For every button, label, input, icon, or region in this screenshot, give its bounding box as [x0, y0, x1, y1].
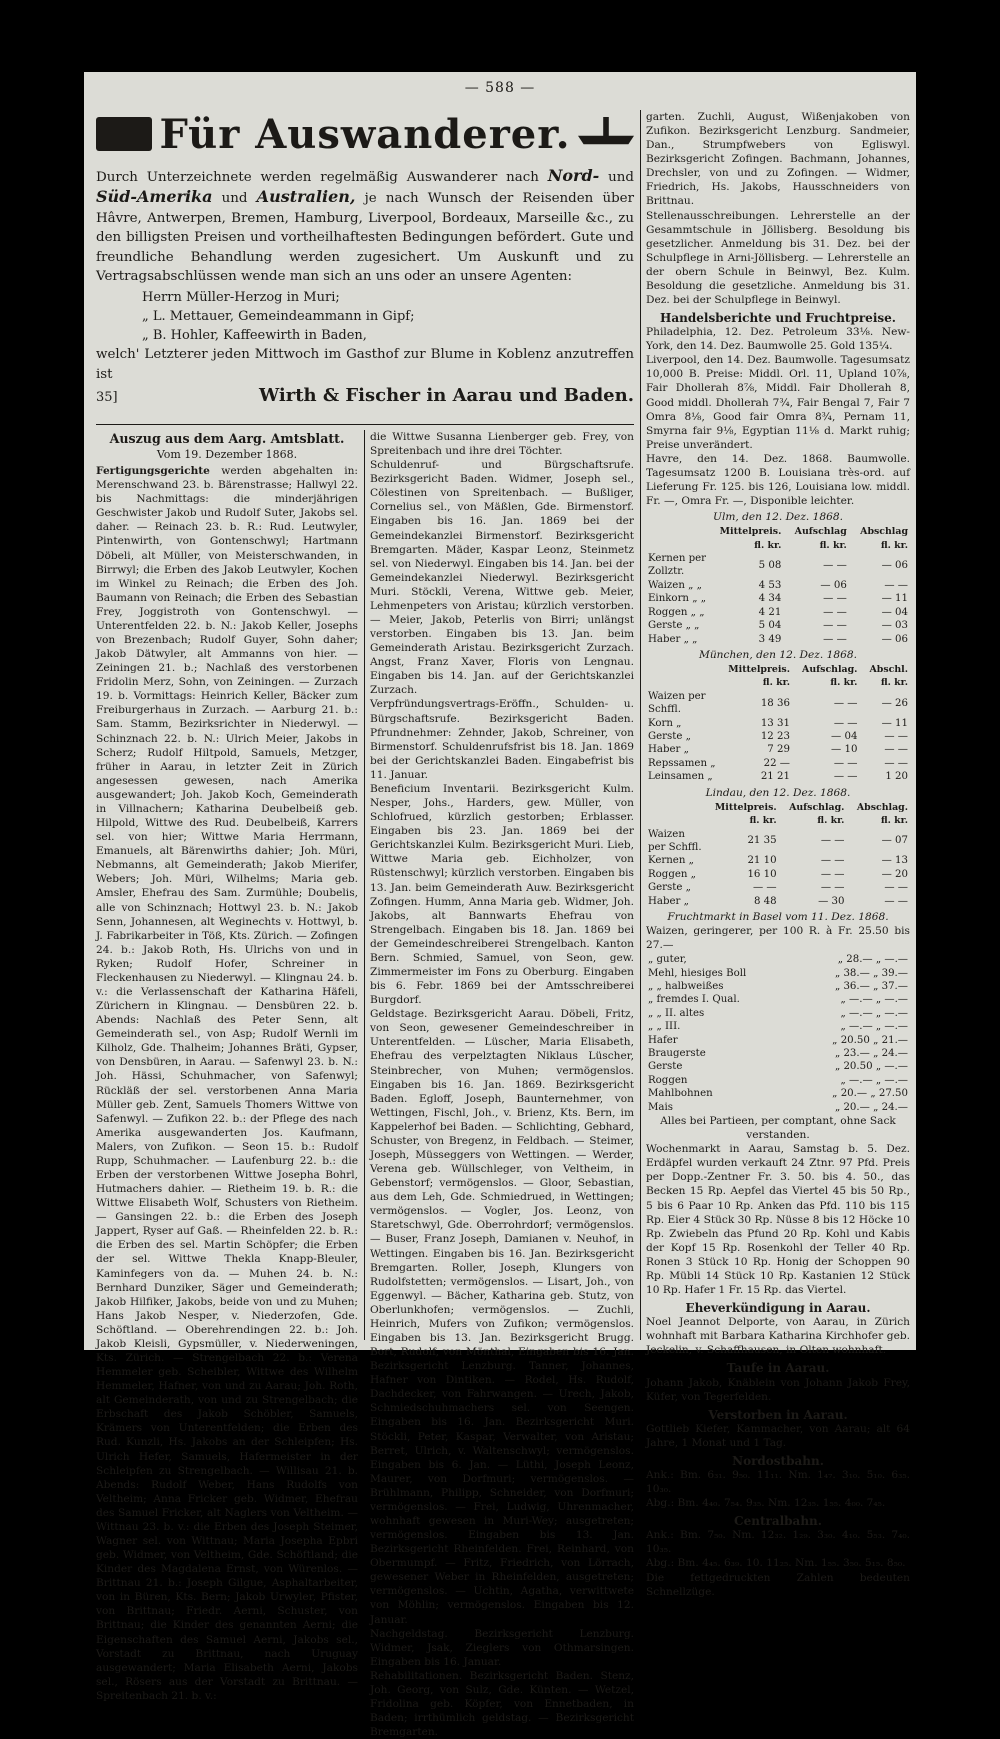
civil-heading: Verstorben in Aarau.	[708, 1407, 848, 1422]
ad-destination: Australien,	[256, 187, 356, 207]
table-cell: Roggen „	[648, 868, 696, 880]
table-cell: 5 08	[758, 559, 782, 571]
emigrant-advertisement	[96, 110, 634, 422]
market-paragraph: Havre, den 14. Dez. 1868. Baumwolle. Tagesumsatz 1200 B. Louisiana très-ord. auf Lieferung Fr. 125. bis 126, Louisiana low. middl. Fr. —, Omra Fr. —, Disponible leichter.	[646, 452, 910, 508]
table-cell: „ 20.— „ 24.—	[834, 1101, 908, 1113]
ad-body	[96, 166, 634, 408]
table-cell: — —	[823, 606, 847, 618]
market-paragraph: Philadelphia, 12. Dez. Petroleum 33⅛. New-York, den 14. Dez. Baumwolle 25. Gold 135¼.	[646, 326, 910, 353]
basel-price-table	[646, 953, 910, 1114]
table-row	[646, 868, 910, 881]
table-cell: — —	[820, 835, 845, 847]
notice-paragraph: Beneficium Inventarii. Bezirksgericht Kulm. Nesper, Johs., Harders, gew. Müller, von Schlofrued, kürzlich gestorben; Erblasser. Eingaben bis 23. Jan. 1869 bei der Gerichtskanzlei Kulm. Bezirksgericht Muri. Lieb, Wittwe Maria geb. Eichholzer, von Rüstenschwyl; kürzlich verstorben. Eingaben bis 13. Jan. beim Gemeinderath Auw. Bezirksgericht Zofingen. Humm, Anna Maria geb. Widmer, Joh. Jakobs, alt Bannwarts Ehefrau von Strengelbach. Eingaben bis 18. Jan. 1869 bei der Gemeindeschreiberei Strengelbach. Kanton Bern. Schmied, Samuel, von Seon, gew. Zimmermeister im Fons zu Oberburg. Eingaben bis 6. Febr. 1869 bei der Amtsschreiberei Burgdorf.	[370, 782, 634, 1007]
table-header-cell: Aufschlag fl. kr.	[794, 526, 847, 551]
basel-note: Alles bei Partieen, per comptant, ohne Sack verstanden.	[660, 1115, 896, 1142]
table-cell: — 10	[831, 744, 858, 756]
table-cell: 21 10	[747, 855, 777, 867]
timetable-line: Ank.: Bm. 7₅₀. Nm. 12₃₂. 1₂₉. 3₃₀. 4₁₀. 5₅₃. 7₄₀. 10₃₅.	[646, 1529, 910, 1556]
aarau-market: Wochenmarkt in Aarau, Samstag b. 5. Dez. Erdäpfel wurden verkauft 24 Ztnr. 97 Pfd. Preis per Dopp.-Zentner Fr. 3. 50. bis 4. 50., das Becken 15 Rp. Aepfel das Viertel 45 bis 50 Rp., 5 bis 6 Paar 10 Rp. Anken das Pfd. 110 bis 115 Rp. Eier 4 Stück 30 Rp. Nüsse 8 bis 12 Höcke 10 Rp. Zwiebeln das Pfund 20 Rp. Kohl und Kabis der Kopf 15 Rp. Rosenkohl der Teller 40 Rp. Ronen 3 Stück 10 Rp. Honig der Schoppen 90 Rp. Mübli 14 Stück 10 Rp. Kastanien 12 Stück 10 Rp. Hafer 1 Fr. 15 Rp. das Viertel.	[646, 1143, 910, 1297]
ad-text-part: und	[212, 191, 257, 207]
table-row	[646, 881, 910, 894]
table-cell: 4 21	[758, 606, 782, 618]
table-cell: 8 48	[753, 895, 777, 907]
table-cell: 5 04	[758, 620, 782, 632]
table-cell: — —	[884, 579, 908, 591]
table-row	[646, 592, 910, 605]
ad-text	[96, 166, 634, 286]
table-cell: — 11	[881, 593, 908, 605]
table-row	[646, 828, 910, 855]
agent-line: „ L. Mettauer, Gemeindeammann in Gipf;	[142, 309, 415, 325]
column-divider	[364, 430, 365, 1340]
table-cell: — —	[820, 882, 845, 894]
table-cell: — —	[823, 633, 847, 645]
table-cell: „ 36.— „ 37.—	[834, 981, 908, 993]
table-row	[646, 606, 910, 619]
timetable-note: Die fettgedruckten Zahlen bedeuten Schnellzüge.	[646, 1571, 910, 1598]
railway-heading: Nordostbahn.	[732, 1453, 824, 1468]
ad-text-part: und	[599, 170, 634, 185]
table-header-cell	[646, 525, 708, 552]
table-cell: 18 36	[760, 697, 790, 709]
table-cell: — 20	[881, 868, 908, 880]
table-row	[646, 717, 910, 730]
table-cell: Gerste „	[648, 731, 691, 743]
table-row	[646, 980, 910, 993]
table-cell: — —	[884, 757, 908, 769]
table-cell: Gerste	[648, 1061, 683, 1073]
table-cell: 13 31	[760, 717, 790, 729]
table-row	[646, 619, 910, 632]
notice-paragraph	[96, 464, 358, 1703]
civil-text: Noel Jeannot Delporte, von Aarau, in Zürich wohnhaft mit Barbara Katharina Kirchhofer geb. Jeckelin, v. Schaffhausen, in Olten wohnhaft.	[646, 1316, 910, 1357]
table-cell: — —	[823, 593, 847, 605]
table-header-cell: Abschlag. fl. kr.	[856, 801, 908, 827]
table-cell: — —	[884, 731, 908, 743]
table-cell: Roggen	[648, 1074, 688, 1086]
table-row	[646, 1007, 910, 1020]
table-cell: 7 29	[767, 744, 790, 756]
table-cell: — —	[833, 771, 858, 783]
table-cell: Korn „	[648, 717, 682, 729]
train-illustration-icon	[96, 117, 152, 151]
notice-paragraph: die Wittwe Susanna Lienberger geb. Frey, von Spreitenbach und ihre drei Töchter.	[370, 431, 634, 458]
table-header-cell: Mittelpreis. fl. kr.	[728, 664, 790, 689]
market-heading: Handelsberichte und Fruchtpreise.	[660, 311, 896, 326]
ad-text-part: je nach Wunsch der Reisenden über Hâvre, Antwerpen, Bremen, Hamburg, Liverpool, Bordeaux, Marseille &c., zu den billigsten Preisen und vortheilhaftesten Bedingungen befördert. Gute und freundliche Behandlung werden zugesichert. Um Auskunft und zu Vertragsabschlüssen wende man sich an uns oder an unsere Agenten:	[96, 191, 634, 285]
table-cell: 12 23	[760, 731, 790, 743]
notice-text: werden abgehalten in: Merenschwand 23. b. Bärenstrasse; Hallwyl 22. bis Nachmittags: die minderjährigen Geschwister Jakob und Rudolf Suter, Jakobs sel. daher. — Reinach 23. b. R.: Rud. Leutwyler, Pintenwirth, von Gontenschwyl; Hartmann Döbeli, alt Müller, von Meisterschwanden, in Birrwyl; die Erben des Jakob Leutwyler, Kochen im Winkel zu Reinach; die Erben des Joh. Baumann von Reinach; die Erben des Sebastian Frey, Joggistroth von Gontenschwyl. — Unterentfelden 22. b. N.: Jakob Keller, Josephs von Brezenbach; Rudolf Guyer, Sohn daher; Jakob Dätwyler, alt Ammanns von hier. — Zeiningen 21. b.; Nachlaß des verstorbenen Fridolin Merz, Sohn, von Zeiningen. — Zurzach 19. b. Vormittags: Heinrich Keller, Bäcker zum Freiburgerhaus in Zurzach. — Aarburg 21. b.: Sam. Stamm, Bezirksrichter in Niederwyl. — Schinznach 22. b. N.: Ulrich Meier, Jakobs in Scherz; Rudolf Hiltpold, Samuels, Metzger, früher in Aarau, in letzter Zeit in Zürich angesessen gewesen, nach Amerika ausgewandert; Joh. Jakob Koch, Gemeinderath in Villnachern; Katharina Deubelbeiß geb. Hilpold, Wittwe des Rud. Deubelbeiß, Karrers sel. von hier; Wittwe Maria Herrmann, Emanuels, alt Bärenwirths dahier; Joh. Müri, Nebmanns, alt Gemeinderath; Jakob Mierifer, Webers; Joh. Müri, Wilhelms; Maria geb. Amsler, Ehefrau des Sam. Zurmühle; Doubelis, alle von Schinznach; Hottwyl 23. b. N.: Jakob Senn, Johannesen, alt Weginechts v. Hottwyl, b. J. Fabrikarbeiter in Töß, Kts. Zürich. — Zofingen 24. b.: Jakob Roth, Hs. Ulrichs von und in Ryken; Rudolf Hofer, Schreiner in Fleckenhausen zu Niederwyl. — Klingnau 24. b. v.: die Verlassenschaft der Katharina Häfeli, Zürichern in Klingnau. — Densbüren 22. b. Abends: Nachlaß des Peter Senn, alt Gemeinderath sel., von Asp; Rudolf Wernli im Kilholz, Gde. Thalheim; Johannes Bräti, Gypser, von Densbüren, in Aarau. — Safenwyl 23. b. N.: Joh. Hässi, Schuhmacher, von Safenwyl; Rückläß der sel. verstorbenen Anna Maria Müller geb. Zent, Samuels Thomers Wittwe von Safenwyl. — Zufikon 22. b.: der Pflege des nach Amerika ausgewanderten Jos. Kaufmann, Malers, von Zufikon. — Seon 15. b.: Rudolf Rupp, Schuhmacher. — Laufenburg 22. b.: die Erben der verstorbenen Wittwe Josepha Bohrl, Hutmachers dahier. — Rietheim 19. b. R.: die Wittwe Elisabeth Wolf, Schusters von Rietheim. — Gansingen 22. b.: die Erben des Joseph Jappert, Ryser auf Gaß. — Rheinfelden 22. b. R.: die Erben des sel. Martin Schöpfer; die Erben der sel. Wittwe Thekla Knapp-Bleuler, Kaminfegers von da. — Muhen 24. b. N.: Bernhard Dunziker, Säger und Gemeinderath; Jakob Hilfiker, Jakobs, beide von und zu Muhen; Hans Jakob Nesper, v. Niederzofen, Gde. Schöftland. — Oberehrendingen 22. b.: Joh. Jakob Kleisli, Gypsmüller, v. Niederweningen, Kts. Zürich. — Strengelbach 22. b.: Verena Hemmeler geb. Scheibler, Wittwe des Wilhelm Hemmeler, Hafner, von und zu Aarau; Joh. Roth, alt Gemeinderath, von und zu Strengelbach; die Erbschaft des Jakob Schöbler, Samuels, Krämers von Unterentfelden; die Erben des Rud. Kunzli, Hs. Jakobs an der Schleipfen; Hs. Ulrich Hefer, Samuels, Hafermeister in der Schleipfen zu Strengelbach. — Willisau 21. b. Abends: Rudolf Weber, Hans Rudolfs von Veltheim; Anna Fricker geb. Widmer, Ehefrau des Samuel Fricker, alt Naglers von Veltheim. — Wittnau 23. b. v.: die Erben des Joseph Steimer, Wagner sel. von Wittnau; Maria Josepha Epbri geb. Widmer, von Veltheim, Gde. Schöftland; die Kinder des Magdalena Ernst, von Würenlos. — Brittnau 21. b.: Joseph Gilgue, Asphaltarbeiter, von in Büren, Kts. Bern; Jakob Urwyler, Pfister, von Brittnau; Friedr. Aerni, Schuster, von Brittnau; die Kinder des genannten Aerni; die Eigenschaften des Samuel Aerni, Jakobs sel., Vorstadt zu Brittnau, nach Uruguay ausgewandert; Maria Elisabeth Aerni, Jakobs sel., Rösers aus der Vorstadt zu Brittnau. — Spreitenbach 21. b. v.:	[96, 465, 358, 1702]
table-cell: 21 21	[760, 771, 790, 783]
table-cell: — 26	[881, 697, 908, 709]
market-paragraph: Liverpool, den 14. Dez. Baumwolle. Tagesumsatz 10,000 B. Preise: Middl. Orl. 11, Upland 10⅞, Fair Dhollerah 8⅞, Middl. Fair Dhollerah 8, Good middl. Dhollerah 7¾, Fair Bengal 7, Fair 7 Omra 8⅛, Good fair Omra 8¾, Pernam 11, Smyrna fair 9⅛, Egyptian 11⅛ d. Markt ruhig; Preise unverändert.	[646, 354, 910, 451]
muenchen-price-table	[646, 663, 910, 784]
table-row	[646, 743, 910, 756]
table-cell: Leinsamen „	[648, 771, 713, 783]
column-divider	[640, 110, 641, 1340]
timetable-line: Abg.: Bm. 4₄₅. 6₃₉. 10. 11₂₅. Nm. 1₅₅. 3₅₀. 5₁₅. 8₅₀.	[646, 1557, 906, 1570]
table-cell: 16 10	[747, 868, 777, 880]
ad-header	[96, 110, 634, 158]
ad-title: Für Auswanderer.	[159, 110, 571, 158]
basel-title: Fruchtmarkt in Basel vom 11. Dez. 1868.	[667, 910, 889, 923]
table-cell: „ guter,	[648, 954, 687, 966]
market-column	[646, 110, 910, 1598]
table-row	[646, 967, 910, 980]
muenchen-title: München, den 12. Dez. 1868.	[699, 648, 857, 661]
civil-heading: Eheverkündigung in Aarau.	[685, 1301, 871, 1316]
table-cell: „ 20.50 „ —.—	[834, 1061, 908, 1073]
table-cell: — —	[833, 757, 858, 769]
table-row	[646, 757, 910, 770]
table-cell: Mais	[648, 1101, 673, 1113]
ad-bottom-rule	[96, 424, 634, 425]
agent-line: Herrn Müller-Herzog in Muri;	[142, 290, 340, 306]
railway-heading: Centralbahn.	[734, 1514, 822, 1529]
notice-paragraph: Nachgeldstag. Bezirksgericht Lenzburg. Widmer, Jsak, Zieglers von Othmarsingen. Eingaben bis 16. Januar.	[370, 1627, 634, 1668]
notice-paragraph: Stellenausschreibungen. Lehrerstelle an der Gesammtschule in Jöllisberg. Besoldung bis gesetzlicher. Anmeldung bis 31. Dez. bei der Schulpflege in Arni-Jöllisberg. — Lehrerstelle an der obern Schule in Beinwyl, Bez. Kulm. Besoldung die gesetzliche. Anmeldung bis 31. Dez. bei der Schulpflege in Beinwyl.	[646, 209, 910, 307]
table-cell: Kernen „	[648, 855, 694, 867]
table-header-cell	[646, 801, 704, 828]
table-cell: „ —.— „ —.—	[840, 1007, 908, 1019]
table-cell: — 13	[881, 855, 908, 867]
table-cell: „ fremdes I. Qual.	[648, 994, 740, 1006]
table-cell: Waizen per Schffl.	[648, 828, 702, 853]
table-cell: Waizen „ „	[648, 579, 702, 591]
table-cell: Haber „	[648, 895, 689, 907]
table-cell: — 06	[820, 579, 847, 591]
table-cell: 4 34	[758, 593, 782, 605]
table-row	[646, 1074, 910, 1087]
table-row	[646, 730, 910, 743]
table-cell: Mehl, hiesiges Boll	[648, 967, 747, 979]
table-cell: — —	[884, 882, 908, 894]
column-heading: Auszug aus dem Aarg. Amtsblatt.	[109, 431, 345, 446]
table-cell: — —	[823, 559, 847, 571]
notice-paragraph: garten. Zuchli, August, Wißenjakoben von Zufikon. Bezirksgericht Lenzburg. Sandmeier, Dan., Strumpfwebers von Egliswyl. Bezirksgericht Zofingen. Bachmann, Johannes, Drechsler, von und zu Zofingen. — Widmer, Friedrich, Hs. Jakobs, Hausschneiders von Brittnau.	[646, 111, 910, 208]
table-cell: „ „ halbweißes	[648, 981, 724, 993]
lindau-price-table	[646, 801, 910, 908]
table-cell: Haber „	[648, 744, 689, 756]
table-cell: — —	[753, 882, 777, 894]
civil-heading: Taufe in Aarau.	[726, 1361, 830, 1376]
table-cell: „ „ II. altes	[648, 1007, 705, 1019]
table-header-row	[646, 663, 910, 690]
table-cell: 21 35	[747, 835, 777, 847]
ad-destination: Nord-	[547, 166, 600, 185]
page-number: — 588 —	[464, 80, 536, 96]
civil-text: Gottlieb Kiefer, Kammacher, von Aarau; alt 64 Jahre, 1 Monat und 1 Tag.	[646, 1422, 910, 1449]
table-row	[646, 1034, 910, 1047]
table-cell: — —	[823, 620, 847, 632]
ulm-title: Ulm, den 12. Dez. 1868.	[713, 511, 843, 524]
table-row	[646, 993, 910, 1006]
table-header-cell: Abschl. fl. kr.	[869, 664, 908, 689]
table-header-cell: Mittelpreis. fl. kr.	[714, 801, 777, 827]
ad-signature	[96, 386, 634, 407]
notice-paragraph: Rehabilitationen. Bezirksgericht Baden. Stenz, Joh. Georg, von Sulz, Gde. Künten. — Wetzel, Fridolina geb. Köpfer, von Ennetbaden, in Baden; irrthümlich geldstag. — Bezirksgericht Bremgarten.	[370, 1669, 634, 1739]
table-row	[646, 1101, 910, 1114]
table-cell: — 30	[818, 895, 845, 907]
timetable-line: Abg.: Bm. 4₄₀. 7₅₄. 9₃₅. Nm. 12₃₅. 1₅₅. 4₀₀. 7₄₅.	[646, 1497, 886, 1510]
table-cell: „ —.— „ —.—	[840, 1021, 908, 1033]
ship-illustration-icon	[578, 117, 634, 151]
table-row	[646, 1020, 910, 1033]
table-row	[646, 1087, 910, 1100]
notice-paragraph: Geldstage. Bezirksgericht Aarau. Döbeli, Fritz, von Seon, gewesener Gemeindeschreiber in Unterentfelden. — Lüscher, Maria Elisabeth, Ehefrau des verpelztagten Niklaus Lüscher, Steinbrecher, von Muhen; vermögenslos. Eingaben bis 16. Jan. 1869. Bezirksgericht Baden. Egloff, Joseph, Baunternehmer, von Wettingen, Fischl, Joh., v. Brienz, Kts. Bern, im Kappelerhof bei Baden. — Schlichting, Gebhard, Schuster, von Bregenz, in Feldbach. — Steimer, Joseph, Müsseggers von Wettingen. — Werder, Verena geb. Wüllschleger, von Veltheim, in Gebenstorf; vermögenslos. — Gloor, Sebastian, aus dem Leh, Gde. Schmiedrued, in Wettingen; vermögenslos. — Vogler, Jos. Leonz, von Staretschwyl, Gde. Oberrohrdorf; vermögenslos. — Buser, Franz Joseph, Damianen v. Neuhof, in Wettingen. Eingaben bis 16. Jan. Bezirksgericht Bremgarten. Roller, Joseph, Klungers von Rudolfstetten; vermögenslos. — Lisart, Joh., von Eggenwyl. — Bächer, Katharina geb. Stutz, von Oberlunkhofen; vermögenslos. — Zuchli, Heinrich, Mufers von Zufikon; vermögenslos. Eingaben bis 13. Jan. Bezirksgericht Brugg. Bort, Rudolf, von Mönthal, Eingaben bis 16. Jan. Bezirksgericht Lenzburg. Tanner, Johannes, Hafner von Dintiken. — Rodel, Hs. Rudolf, Dachdecker, von Fahrwangen. — Urech, Jakob, Schmiedschuhmachers sel. von Seengen. Eingaben bis 16. Jan. Bezirksgericht Muri. Stöckli, Peter, Kaspar, Verwalter, von Aristau; Berret, Ulrich, v. Waltenschwyl; vermögenslos. Eingaben bis 6. Jan. — Lüthi, Joseph Leonz, Maurer, von Dorfmuri; vermögenslos. — Brühlmann, Philipp, Schneider, von Dorfmuri; vermögenslos. — Frei, Ludwig, Uhrenmacher, wohnhaft gewesen in Muri-Wey; ausgetreten; vermögenslos. Eingaben bis 13. Jan. Bezirksgericht Rheinfelden. Frei, Reinhard, von Obermumpf. — Fritz, Friedrich, von Lörrach, gewesener Weber in Rheinfelden, ausgetreten; vermögenslos. — Uchtin, Agatha, verwittwete von Möhlin; vermögenslos. Eingaben bis 12. Januar.	[370, 1008, 634, 1626]
ad-text-part: Durch Unterzeichnete werden regelmäßig Auswanderer nach	[96, 170, 539, 185]
table-cell: — —	[833, 717, 858, 729]
amtsblatt-column-1	[96, 430, 358, 1702]
table-row	[646, 770, 910, 783]
table-cell: — 03	[881, 620, 908, 632]
table-header-row	[646, 525, 910, 552]
table-cell: — —	[884, 744, 908, 756]
table-cell: Gerste „ „	[648, 620, 700, 632]
table-cell: — 06	[881, 559, 908, 571]
table-cell: „ 20.— „ 27.50	[832, 1088, 908, 1100]
table-cell: — —	[820, 868, 845, 880]
table-cell: — 04	[881, 606, 908, 618]
table-cell: Braugerste	[648, 1048, 706, 1060]
table-cell: 3 49	[758, 633, 782, 645]
lindau-title: Lindau, den 12. Dez. 1868.	[705, 786, 851, 799]
table-row	[646, 895, 910, 908]
table-cell: — —	[820, 855, 845, 867]
table-header-cell: Aufschlag. fl. kr.	[789, 801, 845, 827]
table-cell: Haber „ „	[648, 633, 698, 645]
table-row	[646, 854, 910, 867]
basel-intro: Waizen, geringerer, per 100 R. à Fr. 25.50 bis 27.—	[646, 925, 910, 952]
ad-number: 35]	[96, 390, 118, 406]
table-cell: — —	[833, 697, 858, 709]
table-cell: Waizen per Schffl.	[648, 690, 706, 716]
table-header-cell: Abschlag fl. kr.	[860, 526, 908, 551]
table-header-cell: Mittelpreis. fl. kr.	[719, 526, 782, 551]
table-cell: — 07	[881, 835, 908, 847]
table-row	[646, 1047, 910, 1060]
table-cell: 22 —	[763, 757, 790, 769]
table-cell: Einkorn „ „	[648, 593, 707, 605]
civil-text: Johann Jakob, Knäblein von Johann Jakob Frey, Küfer, von Tegerfelden.	[646, 1376, 910, 1403]
table-row	[646, 953, 910, 966]
timetable-line: Ank.: Bm. 6₃₁. 9₅₀. 11₁₁. Nm. 1₄₇. 3₁₀. 5₁₀. 6₃₅. 10₃₀.	[646, 1468, 910, 1496]
table-row	[646, 690, 910, 717]
table-cell: „ 38.— „ 39.—	[834, 967, 908, 979]
table-cell: Gerste „	[648, 882, 691, 894]
ad-destination: Süd-Amerika	[96, 187, 213, 207]
table-cell: Roggen „ „	[648, 606, 705, 618]
table-cell: — —	[884, 895, 908, 907]
notice-label: Fertigungsgerichte	[96, 465, 210, 478]
table-cell: „ 28.— „ —.—	[837, 954, 908, 966]
agent-line: „ B. Hohler, Kaffeewirth in Baden,	[142, 328, 367, 344]
table-cell: Kernen per Zollztr.	[648, 553, 707, 578]
ad-closing: welch' Letzterer jeden Mittwoch im Gasthof zur Blume in Koblenz anzutreffen ist	[96, 347, 634, 382]
notice-paragraph: Schuldenruf- und Bürgschaftsrufe. Bezirksgericht Baden. Widmer, Joseph sel., Cölestinen von Spreitenbach. — Bußliger, Cornelius sel., von Mäßlen, Gde. Birmenstorf. Eingaben bis 16. Jan. 1869 bei der Gemeindekanzlei Birmenstorf. Bezirksgericht Bremgarten. Mäder, Kaspar Leonz, Steinmetz sel. von Niederwyl. Eingaben bis 14. Jan. bei der Gemeindekanzlei Niederwyl. Bezirksgericht Muri. Stöckli, Verena, Wittwe geb. Meier, Lehmenpeters von Aristau; kürzlich verstorben. — Meier, Jakob, Peterlis von Birri; unlängst verstorben. Eingaben bis 13. Jan. beim Gemeinderath Aristau. Bezirksgericht Zurzach. Angst, Franz Xaver, Floris von Lengnau. Eingaben bis 14. Jan. auf der Gerichtskanzlei Zurzach.	[370, 459, 634, 697]
table-row	[646, 1060, 910, 1073]
table-cell: „ —.— „ —.—	[840, 1074, 908, 1086]
table-cell: — 06	[881, 633, 908, 645]
amtsblatt-column-2	[370, 430, 634, 1739]
notice-paragraph: Verpfründungsvertrags-Eröffn., Schulden- u. Bürgschaftsrufe. Bezirksgericht Baden. Pfrundnehmer: Zehnder, Jakob, Schreiner, von Birmenstorf. Schuldenrufsfrist bis 18. Jan. 1869 bei der Gerichtskanzlei Baden. Eingabefrist bis 11. Januar.	[370, 698, 634, 781]
table-header-cell: Aufschlag. fl. kr.	[802, 664, 858, 689]
table-cell: „ 20.50 „ 21.—	[832, 1034, 908, 1046]
agent-list	[142, 288, 634, 345]
table-cell: — 11	[881, 717, 908, 729]
table-row	[646, 552, 910, 579]
table-row	[646, 579, 910, 592]
table-cell: Repssamen „	[648, 757, 716, 769]
table-cell: „ —.— „ —.—	[840, 994, 908, 1006]
table-cell: Mahlbohnen	[648, 1088, 713, 1100]
ad-firm: Wirth & Fischer in Aarau und Baden.	[258, 385, 634, 407]
ulm-price-table	[646, 525, 910, 646]
table-cell: 1 20	[885, 771, 908, 783]
table-cell: „ „ III.	[648, 1021, 681, 1033]
table-cell: — 04	[831, 731, 858, 743]
table-row	[646, 633, 910, 646]
table-cell: Hafer	[648, 1034, 678, 1046]
column-date: Vom 19. Dezember 1868.	[156, 448, 298, 461]
table-cell: „ 23.— „ 24.—	[834, 1048, 908, 1060]
table-header-cell	[646, 663, 718, 690]
newspaper-page	[84, 72, 916, 1739]
table-cell: 4 53	[758, 579, 782, 591]
table-header-row	[646, 801, 910, 828]
